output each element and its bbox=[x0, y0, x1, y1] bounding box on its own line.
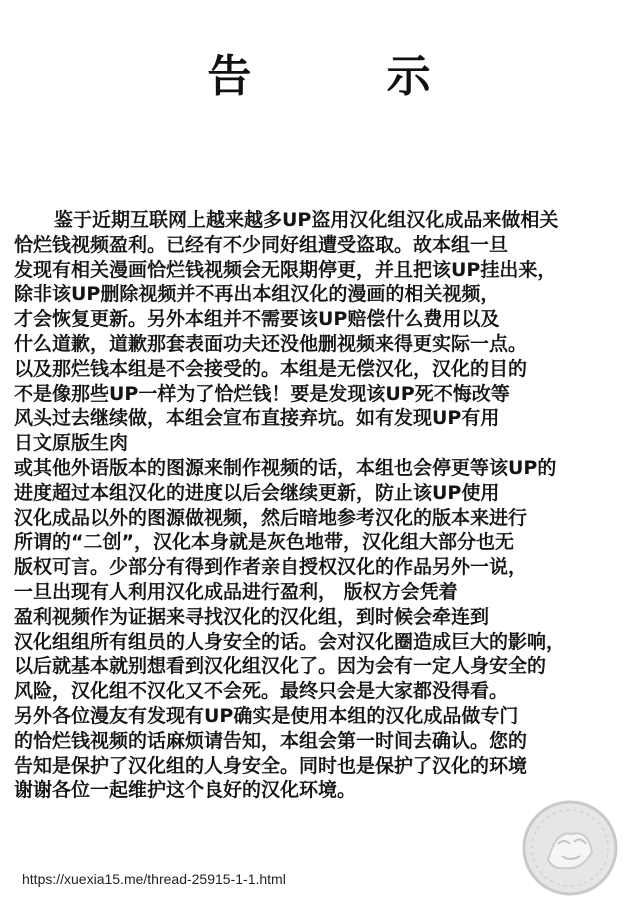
notice-line: 或其他外语版本的图源来制作视频的话，本组也会停更等该UP的 bbox=[14, 456, 557, 479]
notice-line: 汉化组组所有组员的人身安全的话。会对汉化圈造成巨大的影响， bbox=[14, 630, 566, 653]
notice-line: 不是像那些UP一样为了恰烂钱！要是发现该UP死不悔改等 bbox=[14, 382, 510, 405]
notice-line: 一旦出现有人利用汉化成品进行盈利， 版权方会凭着 bbox=[14, 580, 458, 603]
notice-line: 风险，汉化组不汉化又不会死。最终只会是大家都没得看。 bbox=[14, 680, 509, 703]
notice-line: 告知是保护了汉化组的人身安全。同时也是保护了汉化的环境 bbox=[14, 754, 528, 777]
notice-line: 鉴于近期互联网上越来越多UP盗用汉化组汉化成品来做相关 bbox=[54, 209, 559, 231]
notice-line: 发现有相关漫画恰烂钱视频会无限期停更，并且把该UP挂出来， bbox=[14, 258, 557, 281]
notice-line: 除非该UP删除视频并不再出本组汉化的漫画的相关视频， bbox=[14, 283, 500, 306]
notice-body bbox=[14, 208, 632, 803]
notice-line: 以后就基本就别想看到汉化组汉化了。因为会有一定人身安全的 bbox=[14, 655, 547, 678]
notice-line: 版权可言。少部分有得到作者亲自授权汉化的作品另外一说， bbox=[14, 556, 528, 579]
notice-line: 风头过去继续做，本组会宣布直接弃坑。如有发现UP有用 bbox=[14, 407, 500, 430]
source-url: https://xuexia15.me/thread-25915-1-1.html bbox=[22, 871, 286, 887]
notice-line: 所谓的“二创”，汉化本身就是灰色地带，汉化组大部分也无 bbox=[14, 531, 514, 554]
notice-line: 盈利视频作为证据来寻找汉化的汉化组，到时候会牵连到 bbox=[14, 605, 490, 628]
notice-line: 恰烂钱视频盈利。已经有不少同好组遭受盗取。故本组一旦 bbox=[14, 233, 509, 256]
watermark-seal-icon bbox=[508, 790, 628, 898]
notice-line: 另外各位漫友有发现有UP确实是使用本组的汉化成品做专门 bbox=[14, 704, 519, 727]
notice-line: 汉化成品以外的图源做视频，然后暗地参考汉化的版本来进行 bbox=[14, 506, 528, 529]
notice-line: 什么道歉，道歉那套表面功夫还没他删视频来得更实际一点。 bbox=[14, 332, 528, 355]
notice-line: 才会恢复更新。另外本组并不需要该UP赔偿什么费用以及 bbox=[14, 308, 500, 331]
notice-line: 的恰烂钱视频的话麻烦请告知，本组会第一时间去确认。您的 bbox=[14, 729, 528, 752]
notice-line: 进度超过本组汉化的进度以后会继续更新，防止该UP使用 bbox=[14, 481, 500, 504]
notice-line: 日文原版生肉 bbox=[14, 432, 129, 455]
notice-title: 告 示 bbox=[207, 51, 491, 102]
notice-line: 谢谢各位一起维护这个良好的汉化环境。 bbox=[14, 779, 357, 802]
notice-line: 以及那烂钱本组是不会接受的。本组是无偿汉化，汉化的目的 bbox=[14, 357, 528, 380]
